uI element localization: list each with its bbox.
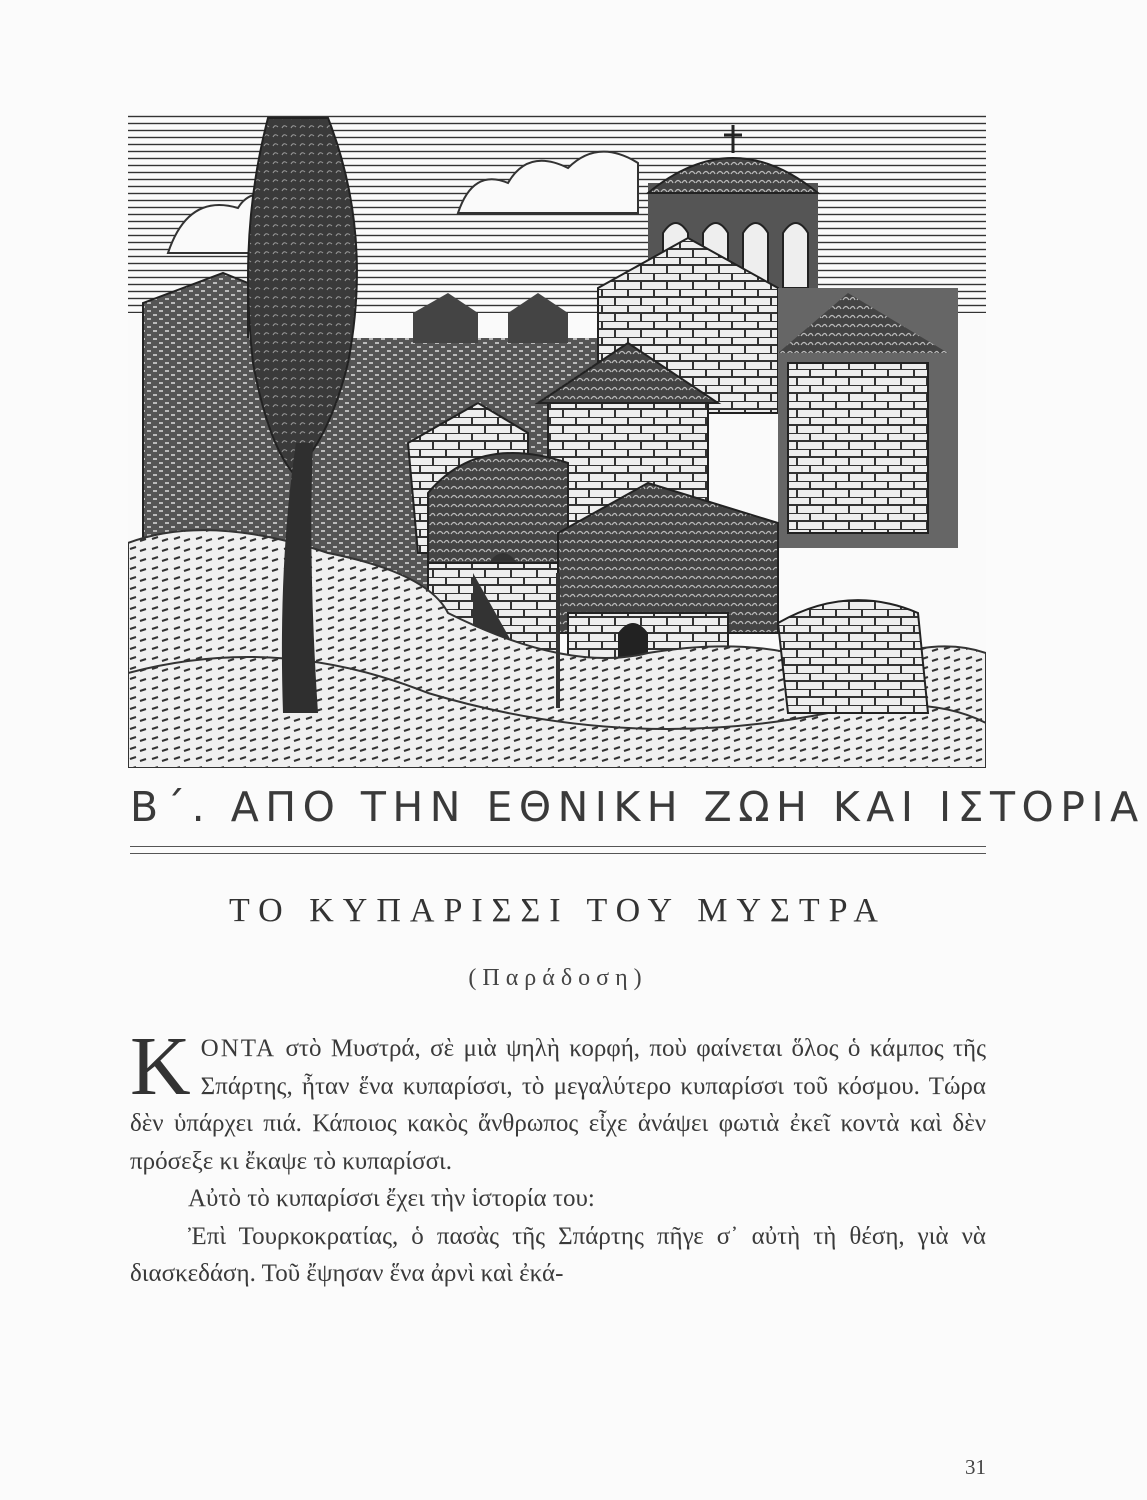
page-number: 31 — [965, 1455, 986, 1479]
woodcut-svg — [128, 113, 986, 768]
story-subtitle: (Παράδοση) — [468, 965, 648, 991]
paragraph-1-text: στὸ Μυστρά, σὲ μιὰ ψηλὴ κορφή, ποὺ φαίνεται ὅλος ὁ κάμπος τῆς Σπάρτης, ἦταν ἕνα κυπαρίσσι, τὸ μεγαλύτερο κυπαρίσσι τοῦ κόσμου. Τώρα δὲν ὑπάρχει πιά. Κάποιος κακὸς ἄνθρωπος εἶχε ἀνάψει φωτιὰ ἐκεῖ κοντὰ καὶ δὲν πρόσεξε κι ἔκαψε τὸ κυπαρίσσι. — [130, 1035, 986, 1175]
drop-cap: Κ — [130, 1020, 191, 1113]
paragraph-3: Ἐπὶ Τουρκοκρατίας, ὁ πασὰς τῆς Σπάρτης πῆγε σ᾿ αὐτὴ τὴ θέση, γιὰ νὰ διασκεδάση. Τοῦ ἔψησαν ἕνα ἀρνὶ καὶ ἐκά- — [130, 1222, 986, 1287]
lead-word: ΟΝΤΑ — [200, 1035, 277, 1062]
section-heading: Β΄. ΑΠΟ ΤΗΝ ΕΘΝΙΚΗ ΖΩΗ ΚΑΙ ΙΣΤΟΡΙΑ — [130, 783, 1145, 831]
heading-rule-top — [130, 846, 986, 847]
story-title: ΤΟ ΚΥΠΑΡΙΣΣΙ ΤΟΥ ΜΥΣΤΡΑ — [229, 892, 887, 929]
paragraph-2: Αὐτὸ τὸ κυπαρίσσι ἔχει τὴν ἱστορία του: — [188, 1185, 595, 1212]
paragraph-1 — [130, 1020, 986, 1180]
woodcut-illustration — [128, 113, 986, 768]
heading-rule-bottom — [130, 853, 986, 854]
story-body — [130, 1020, 986, 1293]
